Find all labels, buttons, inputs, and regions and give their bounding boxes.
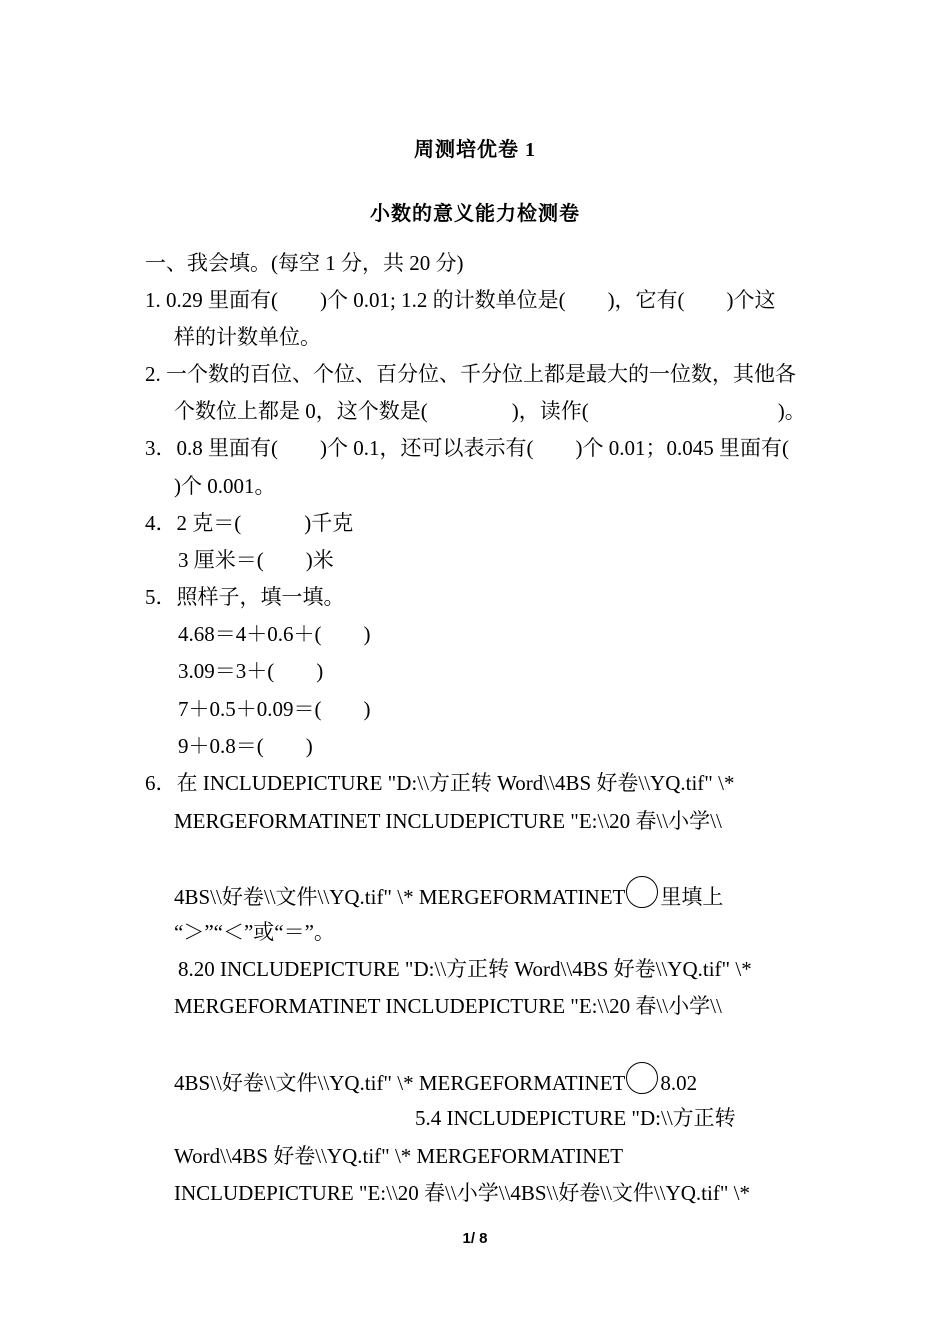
page-subtitle: 小数的意义能力检测卷: [370, 203, 580, 225]
question-6-line-9: Word\\4BS 好卷\\YQ.tif" \* MERGEFORMATINET: [174, 1144, 624, 1168]
question-4-line-1: 4．2 克＝( )千克: [145, 511, 354, 535]
answer-circle[interactable]: [626, 1062, 658, 1094]
question-3-line-1: 3．0.8 里面有( )个 0.1，还可以表示有( )个 0.01；0.045 里面有(: [145, 436, 789, 460]
question-6-line-3: [174, 876, 723, 908]
answer-circle[interactable]: [626, 876, 658, 908]
field-code-text: 4BS\\好卷\\文件\\YQ.tif" \* MERGEFORMATINET: [174, 885, 626, 909]
question-2-line-1: 2. 一个数的百位、个位、百分位、千分位上都是最大的一位数，其他各: [145, 362, 796, 386]
question-6-line-2: MERGEFORMATINET INCLUDEPICTURE "E:\\20 春\\小学\\: [174, 809, 722, 833]
question-5-line-1: 5．照样子，填一填。: [145, 585, 345, 609]
question-6-line-6: MERGEFORMATINET INCLUDEPICTURE "E:\\20 春\\小学\\: [174, 994, 722, 1018]
question-6-line-5: 8.20 INCLUDEPICTURE "D:\\方正转 Word\\4BS 好卷\\YQ.tif" \*: [178, 957, 752, 981]
question-5-item: 4.68＝4＋0.6＋( ): [178, 622, 371, 646]
question-5-item: 3.09＝3＋( ): [178, 659, 324, 683]
question-6-line-8: 5.4 INCLUDEPICTURE "D:\\方正转: [415, 1106, 736, 1130]
question-5-item: 9＋0.8＝( ): [178, 734, 313, 758]
question-4-line-2: 3 厘米＝( )米: [178, 548, 334, 572]
question-1-line-2: 样的计数单位。: [174, 325, 321, 349]
instruction-text: 里填上: [660, 885, 724, 909]
question-6-line-4: “＞”“＜”或“＝”。: [174, 920, 335, 944]
question-5-item: 7＋0.5＋0.09＝( ): [178, 697, 371, 721]
field-code-text: 4BS\\好卷\\文件\\YQ.tif" \* MERGEFORMATINET: [174, 1071, 626, 1095]
question-2-line-2: 个数位上都是 0，这个数是( )，读作( )。: [174, 399, 806, 423]
question-6-line-10: INCLUDEPICTURE "E:\\20 春\\小学\\4BS\\好卷\\文件\\YQ.tif" \*: [174, 1181, 750, 1205]
question-6-line-1: 6．在 INCLUDEPICTURE "D:\\方正转 Word\\4BS 好卷\\YQ.tif" \*: [145, 771, 735, 795]
section-heading: 一、我会填。(每空 1 分，共 20 分): [145, 251, 464, 275]
question-6-line-7: [174, 1062, 697, 1094]
comparison-value: 8.02: [660, 1071, 698, 1095]
question-1-line-1: 1. 0.29 里面有( )个 0.01; 1.2 的计数单位是( )，它有( )个这: [145, 288, 776, 312]
page-title: 周测培优卷 1: [414, 139, 536, 161]
page-number: 1/ 8: [462, 1230, 488, 1247]
question-3-line-2: )个 0.001。: [174, 474, 276, 498]
